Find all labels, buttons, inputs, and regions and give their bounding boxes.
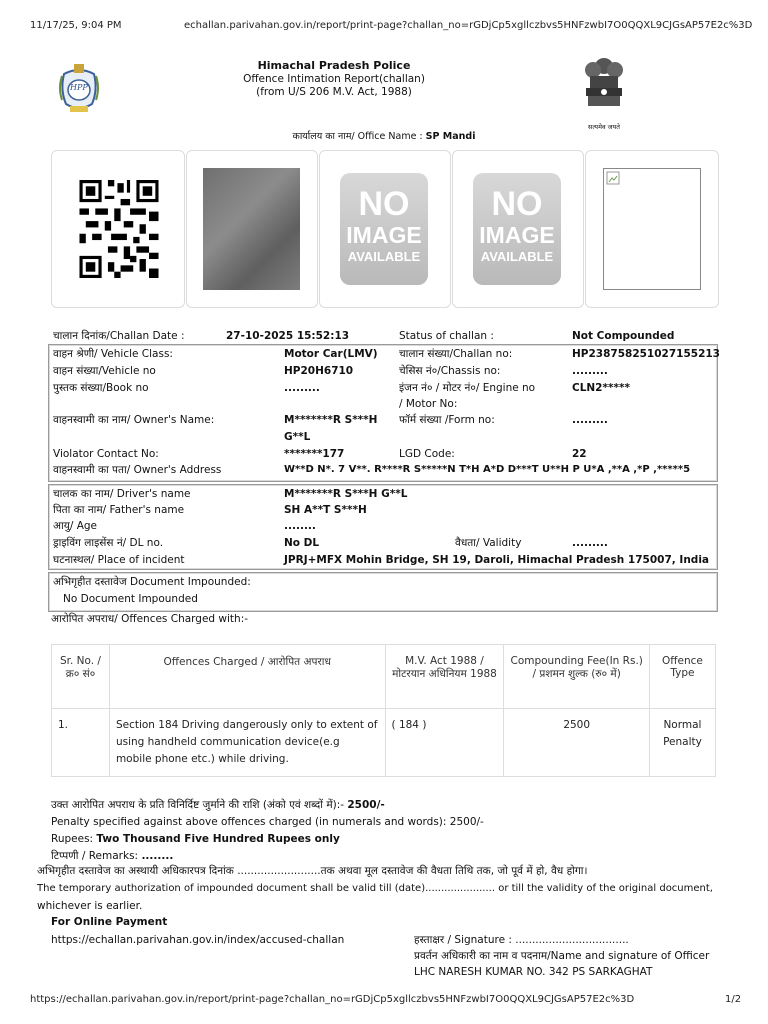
no-image-box-1 [319, 150, 451, 308]
owner-address-value: W**D N*. 7 V**. R****R S*****N T*H A*D D***T U**H P U*A ,**A ,*P ,*****5 [284, 464, 691, 475]
challan-no-label: चालान संख्या/Challan no: [399, 348, 513, 360]
lgd-code-value: 22 [572, 448, 587, 460]
footer-page-number: 1/2 [725, 994, 742, 1005]
document-impounded-label: अभिगृहीत दस्तावेज Document Impounded: [53, 576, 251, 588]
vehicle-no-label: वाहन संख्या/Vehicle no [53, 365, 156, 377]
validity-value: ......... [572, 537, 608, 549]
father-name-label: पिता का नाम/ Father's name [53, 504, 185, 516]
no-image-placeholder-2: NO IMAGE AVAILABLE [473, 173, 561, 285]
evidence-photo [203, 168, 300, 290]
broken-image [603, 168, 701, 290]
engine-label-line2: / Motor No: [399, 398, 458, 410]
office-name [0, 129, 768, 142]
office-value: SP Mandi [425, 131, 476, 142]
remarks-value: ........ [141, 850, 174, 862]
penalty-hindi-value: 2500/- [347, 799, 385, 811]
engine-value: CLN2***** [572, 382, 630, 394]
table-row [52, 709, 716, 777]
evidence-photo-box [186, 150, 318, 308]
challan-no-value: HP238758251027155213 [572, 348, 720, 360]
vehicle-no-value: HP20H6710 [284, 365, 354, 377]
owner-name-value-line2: G**L [284, 431, 311, 443]
document-impounded-value: No Document Impounded [63, 593, 198, 605]
place-label: घटनास्थल/ Place of incident [53, 554, 185, 566]
page-subtitle-1: Offence Intimation Report(challan) [243, 73, 425, 85]
national-emblem [580, 52, 628, 131]
broken-image-icon [606, 171, 622, 187]
no-image-placeholder-1: NO IMAGE AVAILABLE [340, 173, 428, 285]
place-value: JPRJ+MFX Mohin Bridge, SH 19, Daroli, Himachal Pradesh 175007, India [284, 554, 709, 566]
signature-line: हस्ताक्षर / Signature : .................................. [414, 934, 629, 946]
book-no-label: पुस्तक संख्या/Book no [53, 382, 149, 394]
logo-text: HPP [70, 83, 88, 92]
qr-code-box [51, 150, 185, 308]
owner-address-label: वाहनस्वामी का पता/ Owner's Address [53, 464, 222, 476]
penalty-english: Penalty specified against above offences charged (in numerals and words): 2500/- [51, 816, 484, 828]
contact-label: Violator Contact No: [53, 448, 159, 460]
footer-url: https://echallan.parivahan.gov.in/report/print-page?challan_no=rGDjCp5xgllczbvs5HNFzwbI7O0QQXL9CJGsAP57E2c%3D [30, 994, 635, 1005]
authorization-note-english-1: The temporary authorization of impounded document shall be valid till (date)...................... or till the validity of the original document, [37, 883, 713, 894]
row-fee: 2500 [504, 709, 649, 777]
validity-label: वैधता/ Validity [455, 537, 522, 549]
rupees-value: Two Thousand Five Hundred Rupees only [96, 833, 340, 845]
contact-value: *******177 [284, 448, 345, 460]
qr-code-icon [79, 180, 159, 278]
father-name-value: SH A**T S***H [284, 504, 367, 516]
office-label: कार्यालय का नाम/ Office Name : [292, 131, 423, 142]
officer-label: प्रवर्तन अधिकारी का नाम व पदनाम/Name and signature of Officer [414, 950, 710, 962]
hpp-logo [56, 60, 102, 116]
row-act: ( 184 ) [385, 709, 504, 777]
no-image-box-2 [452, 150, 584, 308]
col-header-act: M.V. Act 1988 / मोटरयान अधिनियम 1988 [385, 645, 504, 709]
driver-name-label: चालक का नाम/ Driver's name [53, 488, 191, 500]
print-url: echallan.parivahan.gov.in/report/print-page?challan_no=rGDjCp5xgllczbvs5HNFzwbI7O0QQXL9CJGsAP57E2c%3D [184, 20, 753, 31]
broken-image-box [585, 150, 719, 308]
row-type: Normal Penalty [649, 709, 715, 777]
dl-no-label: ड्राइविंग लाइसेंस नं/ DL no. [53, 537, 164, 549]
remarks-label: टिप्पणी / Remarks: [51, 850, 139, 862]
chassis-value: ......... [572, 365, 608, 377]
status-label: Status of challan : [399, 330, 494, 342]
online-payment-title: For Online Payment [51, 916, 168, 928]
authorization-note-english-2: whichever is earlier. [37, 900, 143, 912]
row-offence: Section 184 Driving dangerously only to extent of using handheld communication device(e.g mobile phone etc.) while driving. [109, 709, 385, 777]
book-no-value: ......... [284, 382, 320, 394]
age-value: ........ [284, 520, 316, 532]
authorization-note-hindi: अभिगृहीत दस्तावेज का अस्थायी अधिकारपत्र दिनांक .........................तक अथवा मूल दस्तावेज की वैधता तिथि तक, जो पूर्व में हो, वैध होगा। [37, 865, 588, 877]
chassis-label: चेसिस नं०/Chassis no: [399, 365, 501, 377]
offences-charged-label: आरोपित अपराध/ Offences Charged with:- [51, 613, 249, 625]
penalty-hindi-label: उक्त आरोपित अपराध के प्रति विनिर्दिष्ट जुर्माने की राशि (अंको एवं शब्दों में):- [51, 799, 345, 811]
driver-name-value: M*******R S***H G**L [284, 488, 408, 500]
online-payment-link[interactable]: https://echallan.parivahan.gov.in/index/accused-challan [51, 934, 345, 946]
form-no-label: फॉर्म संख्या /Form no: [399, 414, 495, 426]
vehicle-class-label: वाहन श्रेणी/ Vehicle Class: [53, 348, 173, 360]
engine-label: इंजन नं० / मोटर नं०/ Engine no [399, 382, 536, 394]
print-datetime: 11/17/25, 9:04 PM [30, 20, 122, 31]
challan-date-value: 27-10-2025 15:52:13 [226, 330, 350, 342]
col-header-type: Offence Type [649, 645, 715, 709]
challan-date-label: चालान दिनांक/Challan Date : [53, 330, 185, 342]
vehicle-class-value: Motor Car(LMV) [284, 348, 378, 360]
row-sr: 1. [52, 709, 110, 777]
rupees-label: Rupees: [51, 833, 94, 845]
form-no-value: ......... [572, 414, 608, 426]
owner-name-label: वाहनस्वामी का नाम/ Owner's Name: [53, 414, 215, 426]
lgd-code-label: LGD Code: [399, 448, 455, 460]
owner-name-value: M*******R S***H [284, 414, 378, 426]
emblem-motto: सत्यमेव जयते [588, 123, 620, 131]
officer-name: LHC NARESH KUMAR NO. 342 PS SARKAGHAT [414, 966, 653, 978]
offences-table [51, 644, 716, 777]
col-header-offence: Offences Charged / आरोपित अपराध [109, 645, 385, 709]
page-title: Himachal Pradesh Police [257, 59, 411, 72]
page-subtitle-2: (from U/S 206 M.V. Act, 1988) [256, 86, 412, 98]
col-header-sr: Sr. No. / क्र० सं० [52, 645, 110, 709]
dl-no-value: No DL [284, 537, 320, 549]
status-value: Not Compounded [572, 330, 675, 342]
age-label: आयु/ Age [53, 520, 98, 532]
col-header-fee: Compounding Fee(In Rs.) / प्रशमन शुल्क (रु० में) [504, 645, 649, 709]
